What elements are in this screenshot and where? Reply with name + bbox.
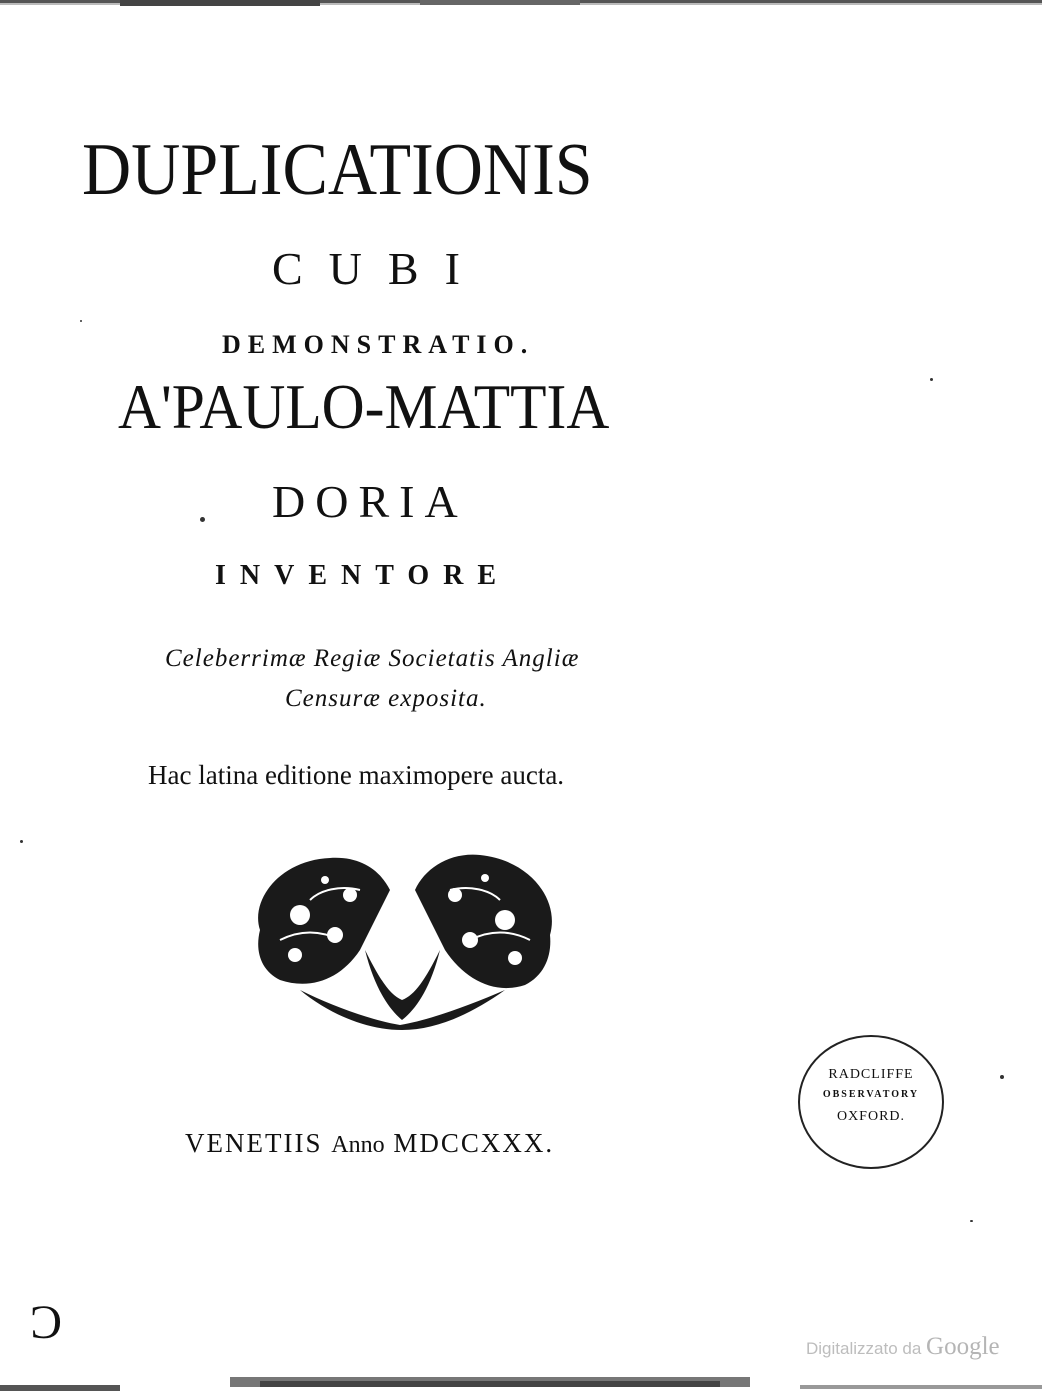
ink-speck [970, 1220, 973, 1222]
author-line-inventore: INVENTORE [215, 560, 511, 591]
stamp-line-3: OXFORD. [836, 1109, 906, 1124]
author-line-surname: DORIA [272, 476, 468, 527]
ink-speck [20, 840, 23, 843]
title-line-cubi: CUBI [272, 243, 486, 294]
imprint-year: MDCCXXX. [393, 1128, 555, 1158]
edition-note: Hac latina editione maximopere aucta. [148, 760, 565, 790]
censura-line-1: Celeberrimæ Regiæ Societatis Angliæ [165, 645, 580, 672]
margin-mark: Ɔ [30, 1296, 63, 1349]
ink-speck [1000, 1075, 1004, 1079]
ink-speck [200, 517, 205, 522]
library-stamp [798, 1035, 944, 1169]
title-line-duplicationis: DUPLICATIONIS [82, 129, 593, 211]
ink-speck [930, 378, 933, 381]
imprint-anno: Anno [331, 1132, 385, 1158]
censura-line-2: Censuræ exposita. [285, 685, 487, 712]
ink-speck [80, 320, 82, 322]
title-line-demonstratio: DEMONSTRATIO. [222, 330, 535, 359]
imprint-line [185, 1128, 705, 1159]
watermark-prefix: Digitalizzato da [806, 1339, 922, 1358]
watermark-brand: Google [926, 1333, 1000, 1360]
top-page-edge [0, 0, 1042, 10]
author-line-name: A'PAULO-MATTIA [118, 371, 610, 442]
floral-vignette-icon [240, 840, 570, 1030]
bottom-page-edge [0, 1355, 1042, 1391]
stamp-line-2: OBSERVATORY [822, 1089, 920, 1100]
stamp-line-1: RADCLIFFE [828, 1067, 914, 1082]
imprint-place: VENETIIS [185, 1128, 323, 1158]
